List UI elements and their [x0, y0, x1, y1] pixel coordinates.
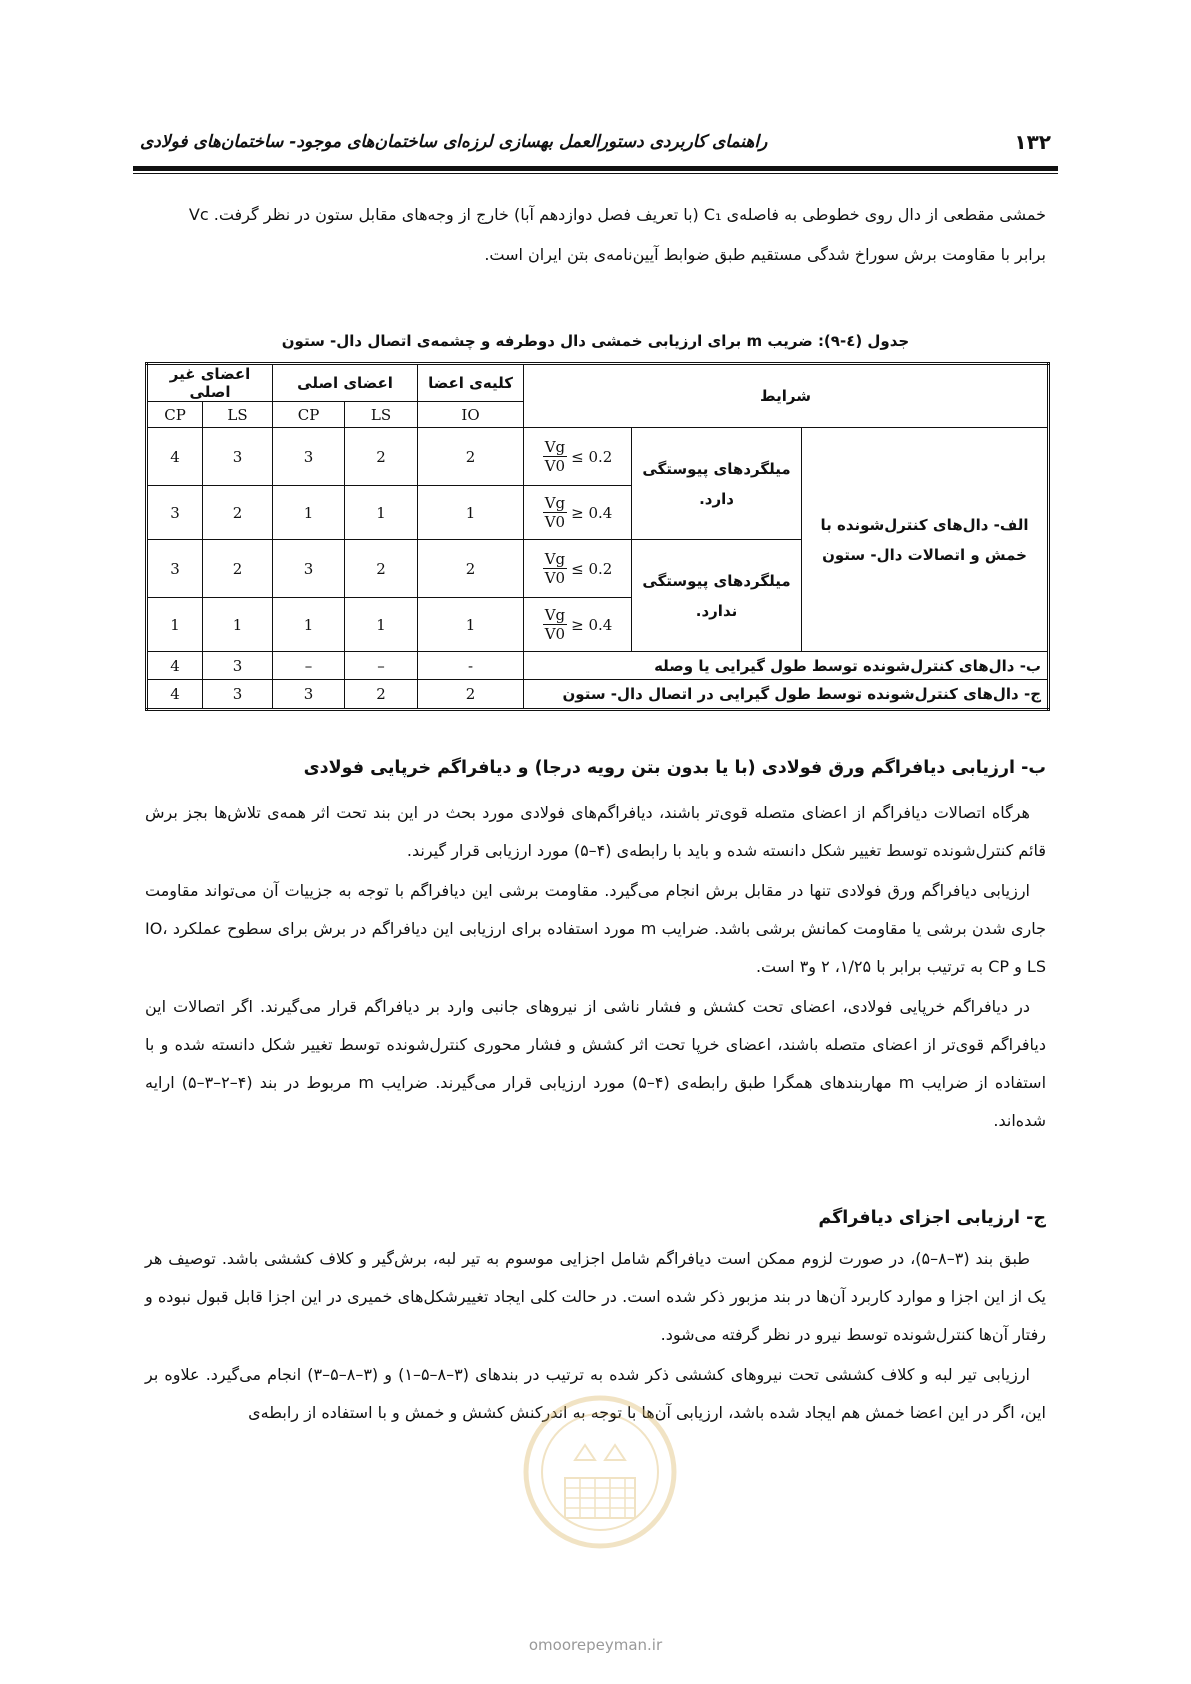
section-b-paragraph-2: ارزیابی دیافراگم ورق فولادی تنها در مقابل برش انجام می‌گیرد. مقاومت برشی این دیافراگم با توجه به جزییات آن می‌تواند مقاومت جاری شدن برشی یا مقاومت کمانش برشی باشد. ضرایب m مورد استفاده برای ارزیابی این دیافراگم در برش برای سطوح عملکرد IO، LS و CP به ترتیب برابر با ۱/۲۵، ۲ و۳ است.	[145, 881, 1046, 976]
header-rule-thin	[133, 173, 1058, 174]
primary-cp-header: CP	[273, 402, 345, 428]
cell-primary-ls: 1	[345, 486, 418, 540]
row-c-label: ج- دال‌های کنترل‌شونده توسط طول گیرایی در اتصال دال- ستون	[524, 680, 1049, 710]
running-title: راهنمای کاربردی دستورالعمل بهسازی لرزه‌ای ساختمان‌های موجود- ساختمان‌های فولادی	[140, 132, 768, 152]
intro-line-2: برابر با مقاومت برش سوراخ شدگی مستقیم طبق ضوابط آیین‌نامه‌ی بتن ایران است.	[484, 245, 1046, 264]
cell-io: 2	[418, 428, 524, 486]
conditions-header: شرایط	[524, 364, 1049, 428]
intro-line-1: خمشی مقطعی از دال روی خطوطی به فاصله‌ی C₁ (با تعریف فصل دوازدهم آبا) خارج از وجه‌های مقابل ستون در نظر گرفت. Vc	[188, 205, 1046, 224]
cell-primary-cp: 3	[273, 540, 345, 598]
cell-io: 1	[418, 598, 524, 652]
cell-primary-ls: 2	[345, 680, 418, 710]
cell-secondary-ls: 1	[203, 598, 273, 652]
all-members-header: کلیه‌ی اعضا	[418, 364, 524, 402]
cell-primary-cp: –	[273, 652, 345, 680]
secondary-cp-header: CP	[147, 402, 203, 428]
cell-secondary-cp: 4	[147, 428, 203, 486]
primary-members-header: اعضای اصلی	[273, 364, 418, 402]
cell-io: 2	[418, 680, 524, 710]
continuity-no-label: میلگردهای پیوستگی ندارد.	[632, 540, 802, 652]
section-b-paragraph-1: هرگاه اتصالات دیافراگم از اعضای متصله قوی‌تر باشند، دیافراگم‌های فولادی مورد بحث در این بند تحت اثر همه‌ی تلاش‌ها بجز برش قائم کنترل‌شونده توسط تغییر شکل دانسته شده و باید با رابطه‌ی (۴–۵) مورد ارزیابی قرار گیرند.	[145, 803, 1046, 860]
cell-secondary-cp: 3	[147, 486, 203, 540]
m-factor-table	[145, 362, 1047, 711]
primary-ls-header: LS	[345, 402, 418, 428]
section-b-body	[145, 794, 1046, 1140]
cell-secondary-ls: 3	[203, 428, 273, 486]
cell-primary-ls: 2	[345, 540, 418, 598]
header-rule-thick	[133, 166, 1058, 171]
cell-secondary-ls: 3	[203, 680, 273, 710]
cell-secondary-ls: 2	[203, 540, 273, 598]
cell-secondary-cp: 3	[147, 540, 203, 598]
continuity-yes-label: میلگردهای پیوستگی دارد.	[632, 428, 802, 540]
cell-primary-cp: 3	[273, 680, 345, 710]
row-b-label: ب- دال‌های کنترل‌شونده توسط طول گیرایی یا وصله	[524, 652, 1049, 680]
intro-text	[145, 196, 1046, 274]
cell-secondary-cp: 1	[147, 598, 203, 652]
cell-secondary-ls: 2	[203, 486, 273, 540]
cell-io: 1	[418, 486, 524, 540]
io-header: IO	[418, 402, 524, 428]
section-c-heading: ج- ارزیابی اجزای دیافراگم	[818, 1208, 1046, 1228]
section-b-paragraph-3: در دیافراگم خرپایی فولادی، اعضای تحت کشش و فشار ناشی از نیروهای جانبی وارد بر دیافراگم قرار می‌گیرند. اگر اتصالات این دیافراگم قوی‌تر از اعضای متصله باشند، اعضای خرپا تحت اثر کشش و فشار محوری کنترل‌شونده توسط تغییر شکل دانسته شده و با استفاده از ضرایب m مهاربندهای همگرا طبق رابطه‌ی (۴–۵) مورد ارزیابی قرار می‌گیرند. ضرایب m مربوط در بند (۴–۲–۳–۵) ارایه شده‌اند.	[145, 997, 1047, 1130]
cell-primary-cp: 3	[273, 428, 345, 486]
cell-io: 2	[418, 540, 524, 598]
ratio-cell: $\frac{Vg}{V0}$ ≥ 0.4	[524, 598, 632, 652]
cell-primary-cp: 1	[273, 598, 345, 652]
ratio-cell: $\frac{Vg}{V0}$ ≤ 0.2	[524, 428, 632, 486]
section-c-paragraph-2: ارزیابی تیر لبه و کلاف کششی تحت نیروهای کششی ذکر شده به ترتیب در بندهای (۳–۸–۵–۱) و (۳–۸–۵–۳) انجام می‌گیرد. علاوه بر این، اگر در این اعضا خمش هم ایجاد شده باشد، ارزیابی آن‌ها با توجه به اندرکنش کشش و خمش و با استفاده از رابطه‌ی	[145, 1365, 1046, 1422]
cell-secondary-cp: 4	[147, 652, 203, 680]
ratio-cell: $\frac{Vg}{V0}$ ≥ 0.4	[524, 486, 632, 540]
section-c-paragraph-1: طبق بند (۳–۸–۵)، در صورت لزوم ممکن است دیافراگم شامل اجزایی موسوم به تیر لبه، برش‌گیر و کلاف کششی باشد. توصیف هر یک از این اجزا و موارد کاربرد آن‌ها در بند مزبور ذکر شده است. در حالت کلی ایجاد تغییرشکل‌های خمیری در این اجزا قابل قبول نبوده و رفتار آن‌ها کنترل‌شونده توسط نیرو در نظر گرفته می‌شود.	[145, 1249, 1046, 1344]
watermark-seal-icon	[520, 1390, 680, 1580]
watermark-site: omoorepeyman.ir	[528, 1636, 663, 1654]
table-caption: جدول (٤-٩): ضریب m برای ارزیابی خمشی دال دوطرفه و چشمه‌ی اتصال دال- ستون	[281, 332, 910, 350]
cell-io: -	[418, 652, 524, 680]
cell-primary-ls: 1	[345, 598, 418, 652]
cell-secondary-cp: 4	[147, 680, 203, 710]
secondary-members-header: اعضای غیر اصلی	[147, 364, 273, 402]
cell-primary-ls: –	[345, 652, 418, 680]
group-a-label: الف- دال‌های کنترل‌شونده با خمش و اتصالات دال- ستون	[802, 428, 1049, 652]
cell-primary-cp: 1	[273, 486, 345, 540]
secondary-ls-header: LS	[203, 402, 273, 428]
page-header	[140, 128, 1051, 164]
section-b-heading: ب- ارزیابی دیافراگم ورق فولادی (با یا بدون بتن رویه درجا) و دیافراگم خرپایی فولادی	[303, 758, 1046, 778]
cell-primary-ls: 2	[345, 428, 418, 486]
ratio-cell: $\frac{Vg}{V0}$ ≤ 0.2	[524, 540, 632, 598]
cell-secondary-ls: 3	[203, 652, 273, 680]
page-number: ۱۳۲	[1014, 130, 1051, 154]
